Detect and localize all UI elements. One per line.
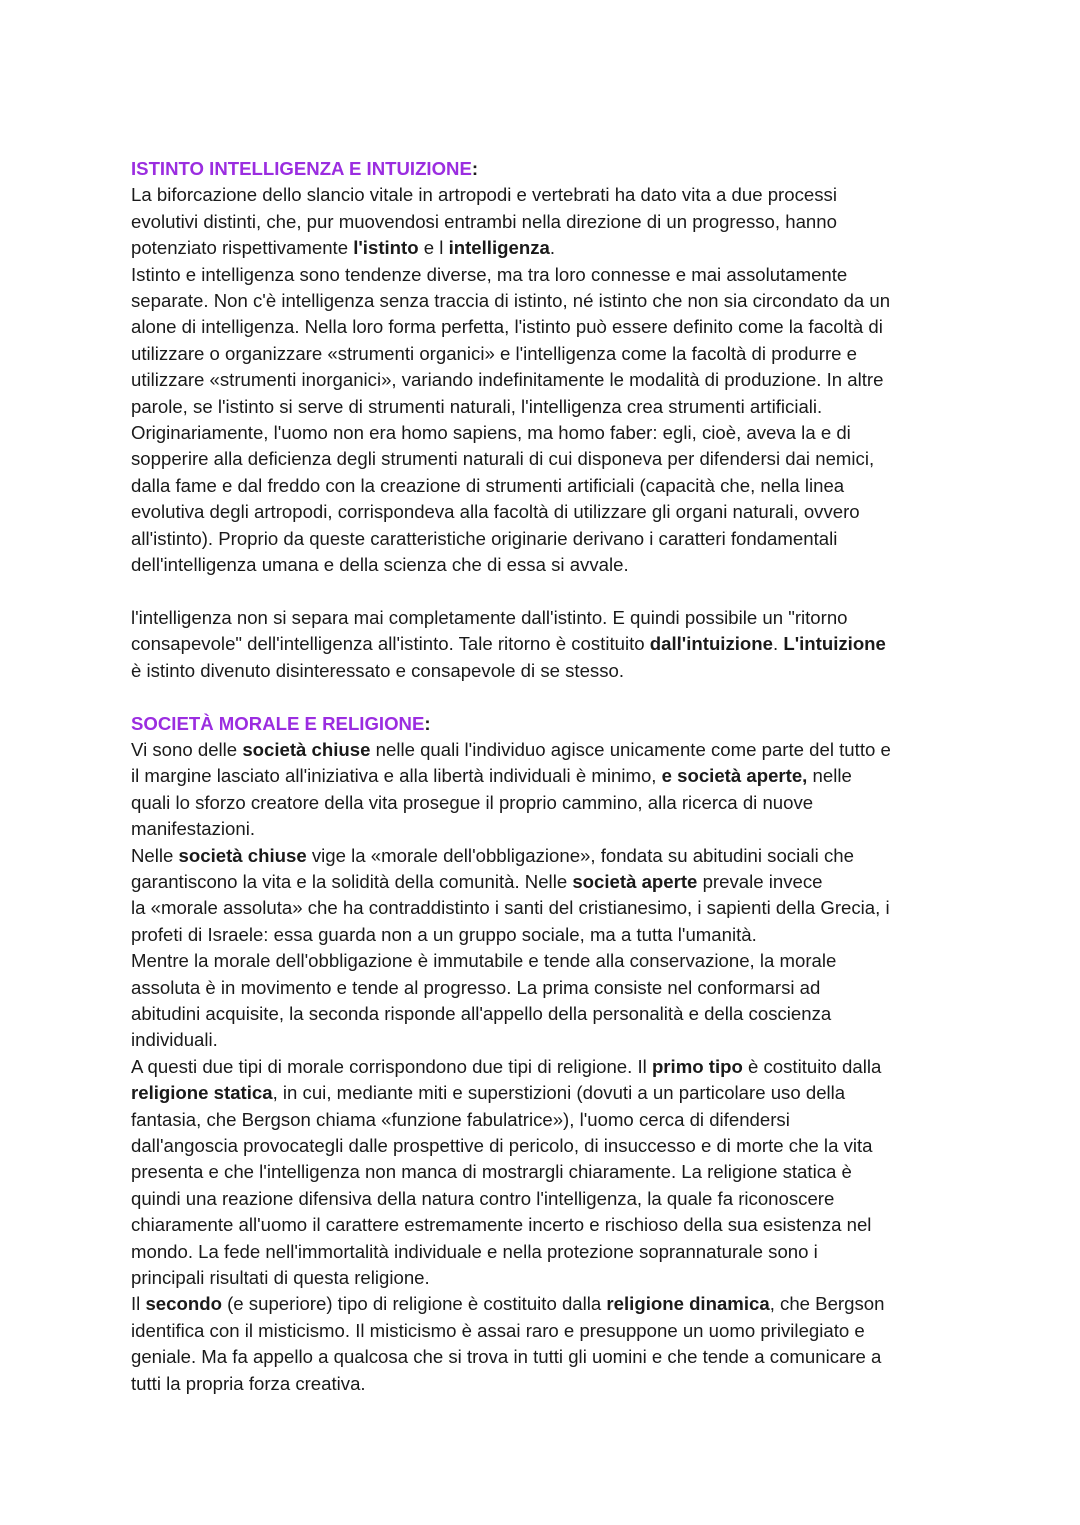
text-line: sopperire alla deficienza degli strumenti naturali di cui disponeva per difendersi dai nemici, bbox=[131, 448, 875, 470]
text-run: . bbox=[549, 237, 555, 259]
section-heading-societa bbox=[131, 711, 966, 737]
text-line: parole, se l'istinto si serve di strumenti naturali, l'intelligenza crea strumenti artificiali. bbox=[131, 395, 823, 417]
bold-term: secondo bbox=[145, 1293, 222, 1315]
heading-text: SOCIETÀ MORALE E RELIGIONE bbox=[131, 712, 425, 734]
text-line: alone di intelligenza. Nella loro forma perfetta, l'istinto può essere definito come la facoltà di bbox=[131, 316, 883, 338]
text-line: dall'angoscia provocategli dalle prospettive di pericolo, di insuccesso e di morte che la vita bbox=[131, 1135, 873, 1156]
text-line: all'istinto). Proprio da queste caratteristiche originarie derivano i caratteri fondamentali bbox=[131, 527, 838, 549]
text-run: , che Bergson bbox=[769, 1293, 885, 1315]
text-line: Mentre la morale dell'obbligazione è immutabile e tende alla conservazione, la morale bbox=[131, 950, 837, 972]
bold-term: primo tipo bbox=[651, 1055, 743, 1077]
text-run: nelle quali l'individuo agisce unicamente come parte del tutto e bbox=[370, 738, 891, 760]
paragraph-biforcazione bbox=[131, 182, 966, 261]
text-run: garantiscono la vita e la solidità della comunità. Nelle bbox=[131, 870, 573, 892]
text-line: evolutivi distinti, che, pur muovendosi entrambi nella direzione di un progresso, hanno bbox=[131, 210, 837, 232]
text-run: (e superiore) tipo di religione è costituito dalla bbox=[221, 1293, 607, 1315]
text-line: Originariamente, l'uomo non era homo sapiens, ma homo faber: egli, cioè, aveva la e di bbox=[131, 422, 851, 444]
bold-term: società aperte bbox=[572, 870, 698, 892]
text-line: abitudini acquisite, la seconda risponde all'appello della personalità e della coscienza bbox=[131, 1002, 832, 1024]
text-line bbox=[131, 1080, 966, 1106]
text-line bbox=[131, 843, 966, 869]
text-line: utilizzare o organizzare «strumenti organici» e l'intelligenza come la facoltà di produrre e bbox=[131, 342, 857, 364]
text-line: assoluta è in movimento e tende al progresso. La prima consiste nel conformarsi ad bbox=[131, 976, 821, 998]
text-line: profeti di Israele: essa guarda non a un gruppo sociale, ma a tutta l'umanità. bbox=[131, 923, 757, 945]
text-line bbox=[131, 763, 966, 789]
text-line: principali risultati di questa religione. bbox=[131, 1267, 430, 1289]
text-line: Istinto e intelligenza sono tendenze diverse, ma tra loro connesse e mai assolutamente bbox=[131, 263, 848, 285]
bold-term: società chiuse bbox=[242, 738, 371, 760]
text-line: dell'intelligenza umana e della scienza che di essa si avvale. bbox=[131, 554, 629, 576]
bold-term: religione dinamica bbox=[606, 1293, 770, 1315]
bold-term: L'intuizione bbox=[783, 633, 886, 655]
text-line: l'intelligenza non si separa mai completamente dall'istinto. E quindi possibile un "ritorno bbox=[131, 606, 848, 628]
text-line: dalla fame e dal freddo con la creazione di strumenti artificiali (capacità che, nella linea bbox=[131, 474, 845, 496]
text-line: La biforcazione dello slancio vitale in artropodi e vertebrati ha dato vita a due processi bbox=[131, 184, 837, 206]
text-line: fantasia, che Bergson chiama «funzione fabulatrice»), l'uomo cerca di difendersi bbox=[131, 1108, 790, 1130]
bold-term: società chiuse bbox=[178, 844, 307, 866]
bold-term: religione statica bbox=[131, 1082, 273, 1104]
text-line: manifestazioni. bbox=[131, 818, 256, 840]
text-line bbox=[131, 631, 966, 657]
text-run: Vi sono delle bbox=[131, 738, 243, 760]
text-run: prevale invece bbox=[697, 870, 823, 892]
text-line: individuali. bbox=[131, 1029, 218, 1051]
text-line: separate. Non c'è intelligenza senza traccia di istinto, né istinto che non sia circondato da un bbox=[131, 290, 891, 312]
heading-colon: : bbox=[471, 158, 479, 179]
paragraph-societa-chiuse-aperte bbox=[131, 737, 966, 843]
heading-colon: : bbox=[424, 712, 431, 734]
text-line bbox=[131, 1291, 966, 1317]
text-run: nelle bbox=[807, 765, 852, 787]
paragraph-religione-dinamica bbox=[131, 1291, 966, 1397]
paragraph-spacer bbox=[131, 684, 966, 710]
text-line bbox=[131, 1054, 966, 1080]
document-page bbox=[131, 156, 966, 1397]
paragraph-spacer bbox=[131, 579, 966, 605]
text-run: è costituito dalla bbox=[742, 1055, 882, 1077]
text-line: presenta e che l'intelligenza non manca di mostrargli chiaramente. La religione statica è bbox=[131, 1161, 852, 1183]
bold-term: e società aperte, bbox=[661, 765, 808, 787]
paragraph-morale bbox=[131, 843, 966, 949]
section-heading-istinto bbox=[131, 156, 966, 182]
text-run: Nelle bbox=[131, 844, 179, 866]
text-line bbox=[131, 737, 966, 763]
paragraph-religione-statica bbox=[131, 1054, 966, 1292]
bold-term: dall'intuizione bbox=[649, 633, 773, 655]
paragraph-istinto-intelligenza bbox=[131, 262, 966, 579]
text-run: . bbox=[773, 633, 784, 655]
text-line: utilizzare «strumenti inorganici», variando indefinitamente le modalità di produzione. In altre bbox=[131, 369, 884, 391]
text-line: la «morale assoluta» che ha contraddistinto i santi del cristianesimo, i sapienti della Grecia, i bbox=[131, 897, 890, 919]
text-line: tutti la propria forza creativa. bbox=[131, 1372, 366, 1394]
text-run: il margine lasciato all'iniziativa e alla libertà individuali è minimo, bbox=[131, 765, 662, 787]
text-run: potenziato rispettivamente bbox=[131, 237, 354, 259]
text-line: geniale. Ma fa appello a qualcosa che si trova in tutti gli uomini e che tende a comunicare a bbox=[131, 1346, 882, 1368]
text-line bbox=[131, 869, 966, 895]
text-run: Il bbox=[131, 1293, 146, 1315]
paragraph-morale-confronto bbox=[131, 948, 966, 1054]
text-run: consapevole" dell'intelligenza all'istinto. Tale ritorno è costituito bbox=[131, 633, 650, 655]
bold-term: intelligenza bbox=[448, 237, 550, 259]
text-line: identifica con il misticismo. Il misticismo è assai raro e presuppone un uomo privilegiato e bbox=[131, 1319, 865, 1341]
text-line: evolutiva degli artropodi, corrispondeva alla facoltà di utilizzare gli organi naturali, ovvero bbox=[131, 501, 860, 523]
text-line: mondo. La fede nell'immortalità individuale e nella protezione soprannaturale sono i bbox=[131, 1240, 818, 1262]
text-run: vige la «morale dell'obbligazione», fondata su abitudini sociali che bbox=[306, 844, 854, 866]
text-run: A questi due tipi di morale corrispondono due tipi di religione. Il bbox=[131, 1055, 652, 1077]
text-line: quali lo sforzo creatore della vita prosegue il proprio cammino, alla ricerca di nuove bbox=[131, 791, 814, 813]
paragraph-intuizione bbox=[131, 605, 966, 684]
heading-text: ISTINTO INTELLIGENZA E INTUIZIONE bbox=[131, 158, 472, 179]
bold-term: l'istinto bbox=[353, 237, 419, 259]
text-line: quindi una reazione difensiva della natura contro l'intelligenza, la quale fa riconoscere bbox=[131, 1187, 835, 1209]
text-line: è istinto divenuto disinteressato e consapevole di se stesso. bbox=[131, 659, 625, 681]
text-run: e l bbox=[418, 237, 449, 259]
text-run: , in cui, mediante miti e superstizioni (dovuti a un particolare uso della bbox=[272, 1082, 846, 1104]
text-line bbox=[131, 235, 966, 261]
text-line: chiaramente all'uomo il carattere estremamente incerto e rischioso della sua esistenza nel bbox=[131, 1214, 872, 1236]
